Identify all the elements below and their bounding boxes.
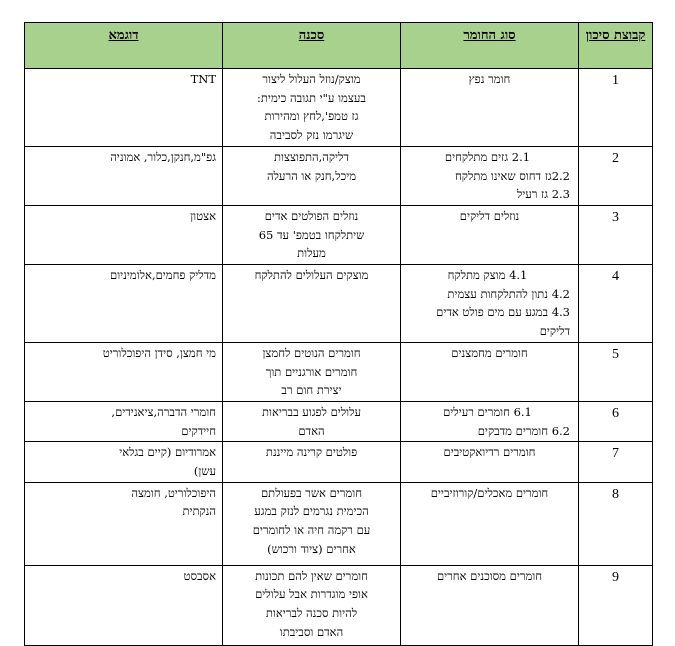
header-group: קבוצת סיכון xyxy=(579,23,653,69)
table-row xyxy=(25,342,653,401)
cell-risk-line: שיתלקחו בטמפ' עד 65 xyxy=(258,227,365,242)
cell-example-line: הנקתית xyxy=(182,504,216,519)
cell-risk xyxy=(223,146,401,205)
cell-risk-line: מיכל,חנק או הרעלה xyxy=(266,168,357,183)
cell-group-number: 4 xyxy=(579,265,653,343)
cell-example-line: מי חמצן, סידן היפוכלוריט xyxy=(102,345,216,360)
cell-risk-line: הכימית נגרמים לנזק במגע xyxy=(254,504,369,519)
cell-risk xyxy=(223,265,401,343)
table-row xyxy=(25,146,653,205)
cell-material-type-line: 2.3 גז רעיל xyxy=(516,187,570,202)
cell-group-number: 5 xyxy=(579,342,653,401)
cell-material-type xyxy=(401,401,579,441)
cell-group-number: 7 xyxy=(579,442,653,482)
cell-example xyxy=(25,442,223,482)
cell-material-type-line: 2.2גז דחוס שאינו מתלקח xyxy=(455,168,570,183)
cell-material-type xyxy=(401,265,579,343)
cell-material-type-line: חומרים מאכלים/קורוזיביים xyxy=(430,485,549,500)
cell-example xyxy=(25,401,223,441)
cell-material-type-line: חומרים מחמצנים xyxy=(451,345,528,360)
cell-risk-line: יצירת חום רב xyxy=(281,383,342,398)
cell-group-number: 8 xyxy=(579,482,653,565)
cell-risk-line: מוצק/נוזל העלול ליצור xyxy=(262,72,361,86)
cell-example xyxy=(25,342,223,401)
cell-example-line: אצטון xyxy=(190,208,216,223)
cell-material-type xyxy=(401,205,579,264)
cell-material-type-line: 4.1 מוצק מתלקח xyxy=(447,268,528,283)
cell-example xyxy=(25,146,223,205)
cell-risk xyxy=(223,69,401,147)
cell-group-number: 2 xyxy=(579,146,653,205)
cell-example-line: עשן) xyxy=(193,464,216,479)
cell-example-line: היפוכלוריט, חומצה xyxy=(131,485,216,500)
cell-risk-line: עם רקמה חיה או לחומרים xyxy=(252,523,371,538)
cell-risk-line: פולטים קרינה מייננת xyxy=(265,445,358,460)
cell-risk-line: גז טמפ',לחץ ומהירות xyxy=(264,109,359,124)
cell-material-type xyxy=(401,146,579,205)
cell-material-type xyxy=(401,565,579,645)
cell-example xyxy=(25,265,223,343)
cell-example-line: גפ"מ,חנקן,כלור, אמוניה xyxy=(110,149,216,164)
cell-material-type-line: 4.2 נתון להתלקחות עצמית xyxy=(447,286,570,301)
cell-risk xyxy=(223,442,401,482)
cell-risk xyxy=(223,401,401,441)
cell-risk-line: אופי מוגדרות אבל עלולים xyxy=(255,587,368,602)
cell-risk-line: אחרים (ציוד ורכוש) xyxy=(267,541,356,556)
table-row xyxy=(25,205,653,264)
cell-group-number: 3 xyxy=(579,205,653,264)
cell-material-type-line: 6.2 חומרים מדבקים xyxy=(477,423,570,438)
table-row xyxy=(25,565,653,645)
cell-material-type-line: 4.3 במגע עם מים פולט אדים דליקים xyxy=(436,305,570,339)
header-risk: סכנה xyxy=(223,23,401,69)
cell-material-type-line: נוזלים דליקים xyxy=(459,208,520,223)
cell-risk xyxy=(223,482,401,565)
cell-material-type xyxy=(401,482,579,565)
cell-material-type xyxy=(401,442,579,482)
table-row xyxy=(25,69,653,147)
header-type: סוג החומר xyxy=(401,23,579,69)
cell-risk-line: חומרים הנוטים לחמצן xyxy=(262,345,361,360)
cell-risk-line: האדם וסביבתו xyxy=(279,624,344,639)
cell-group-number: 9 xyxy=(579,565,653,645)
cell-material-type-line: 2.1 גזים מתלקחים xyxy=(444,149,531,164)
table-row xyxy=(25,265,653,343)
cell-risk-line: חומרים אורגניים תוך xyxy=(265,364,358,379)
cell-group-number: 1 xyxy=(579,69,653,147)
hazard-table xyxy=(24,22,653,646)
cell-example-line: אסבסט xyxy=(183,568,216,583)
cell-group-number: 6 xyxy=(579,401,653,441)
cell-example-line: TNT xyxy=(190,72,216,86)
cell-risk-line: דליקה,התפוצצות xyxy=(274,149,349,164)
cell-example-line: חיידקים xyxy=(181,423,216,438)
header-row xyxy=(25,23,653,69)
cell-material-type-line: 6.1 חומרים רעילים xyxy=(443,404,532,419)
cell-risk-line: מוצקים העלולים להתלקח xyxy=(254,268,369,283)
cell-example-line: מדליק פחמים,אלומיניום xyxy=(110,268,216,283)
cell-example-line: חומרי הדברה,ציאנידים, xyxy=(111,404,216,419)
cell-example xyxy=(25,69,223,147)
cell-material-type xyxy=(401,342,579,401)
cell-risk xyxy=(223,565,401,645)
cell-example-line: אמרודיום (קיים בגלאי xyxy=(119,445,216,460)
cell-example xyxy=(25,205,223,264)
table-row xyxy=(25,442,653,482)
header-example: דוגמא xyxy=(25,23,223,69)
cell-risk-line: להיות סכנה לבריאות xyxy=(265,606,358,621)
cell-material-type-line: חומרים רדיואקטיבים xyxy=(443,445,536,460)
table-row xyxy=(25,401,653,441)
cell-material-type-line: חומרים מסוכנים אחרים xyxy=(436,568,543,583)
table-row xyxy=(25,482,653,565)
cell-risk-line: חומרים אשר בפעולתם xyxy=(261,485,362,500)
cell-risk xyxy=(223,342,401,401)
cell-material-type-line: חומר נפץ xyxy=(468,72,511,86)
cell-risk xyxy=(223,205,401,264)
cell-risk-line: האדם xyxy=(298,423,325,438)
cell-risk-line: חומרים שאין להם תכונות xyxy=(255,568,368,583)
cell-risk-line: מעלות xyxy=(297,246,326,261)
cell-risk-line: בעצמו ע"י תגובה כימית: xyxy=(257,90,366,105)
cell-risk-line: שיגרמו נזק לסביבה xyxy=(269,128,354,143)
cell-example xyxy=(25,565,223,645)
cell-material-type xyxy=(401,69,579,147)
cell-risk-line: נוזלים הפולטים אדים xyxy=(264,208,359,223)
cell-example xyxy=(25,482,223,565)
cell-risk-line: עלולים לפגוע בבריאות xyxy=(262,404,361,419)
